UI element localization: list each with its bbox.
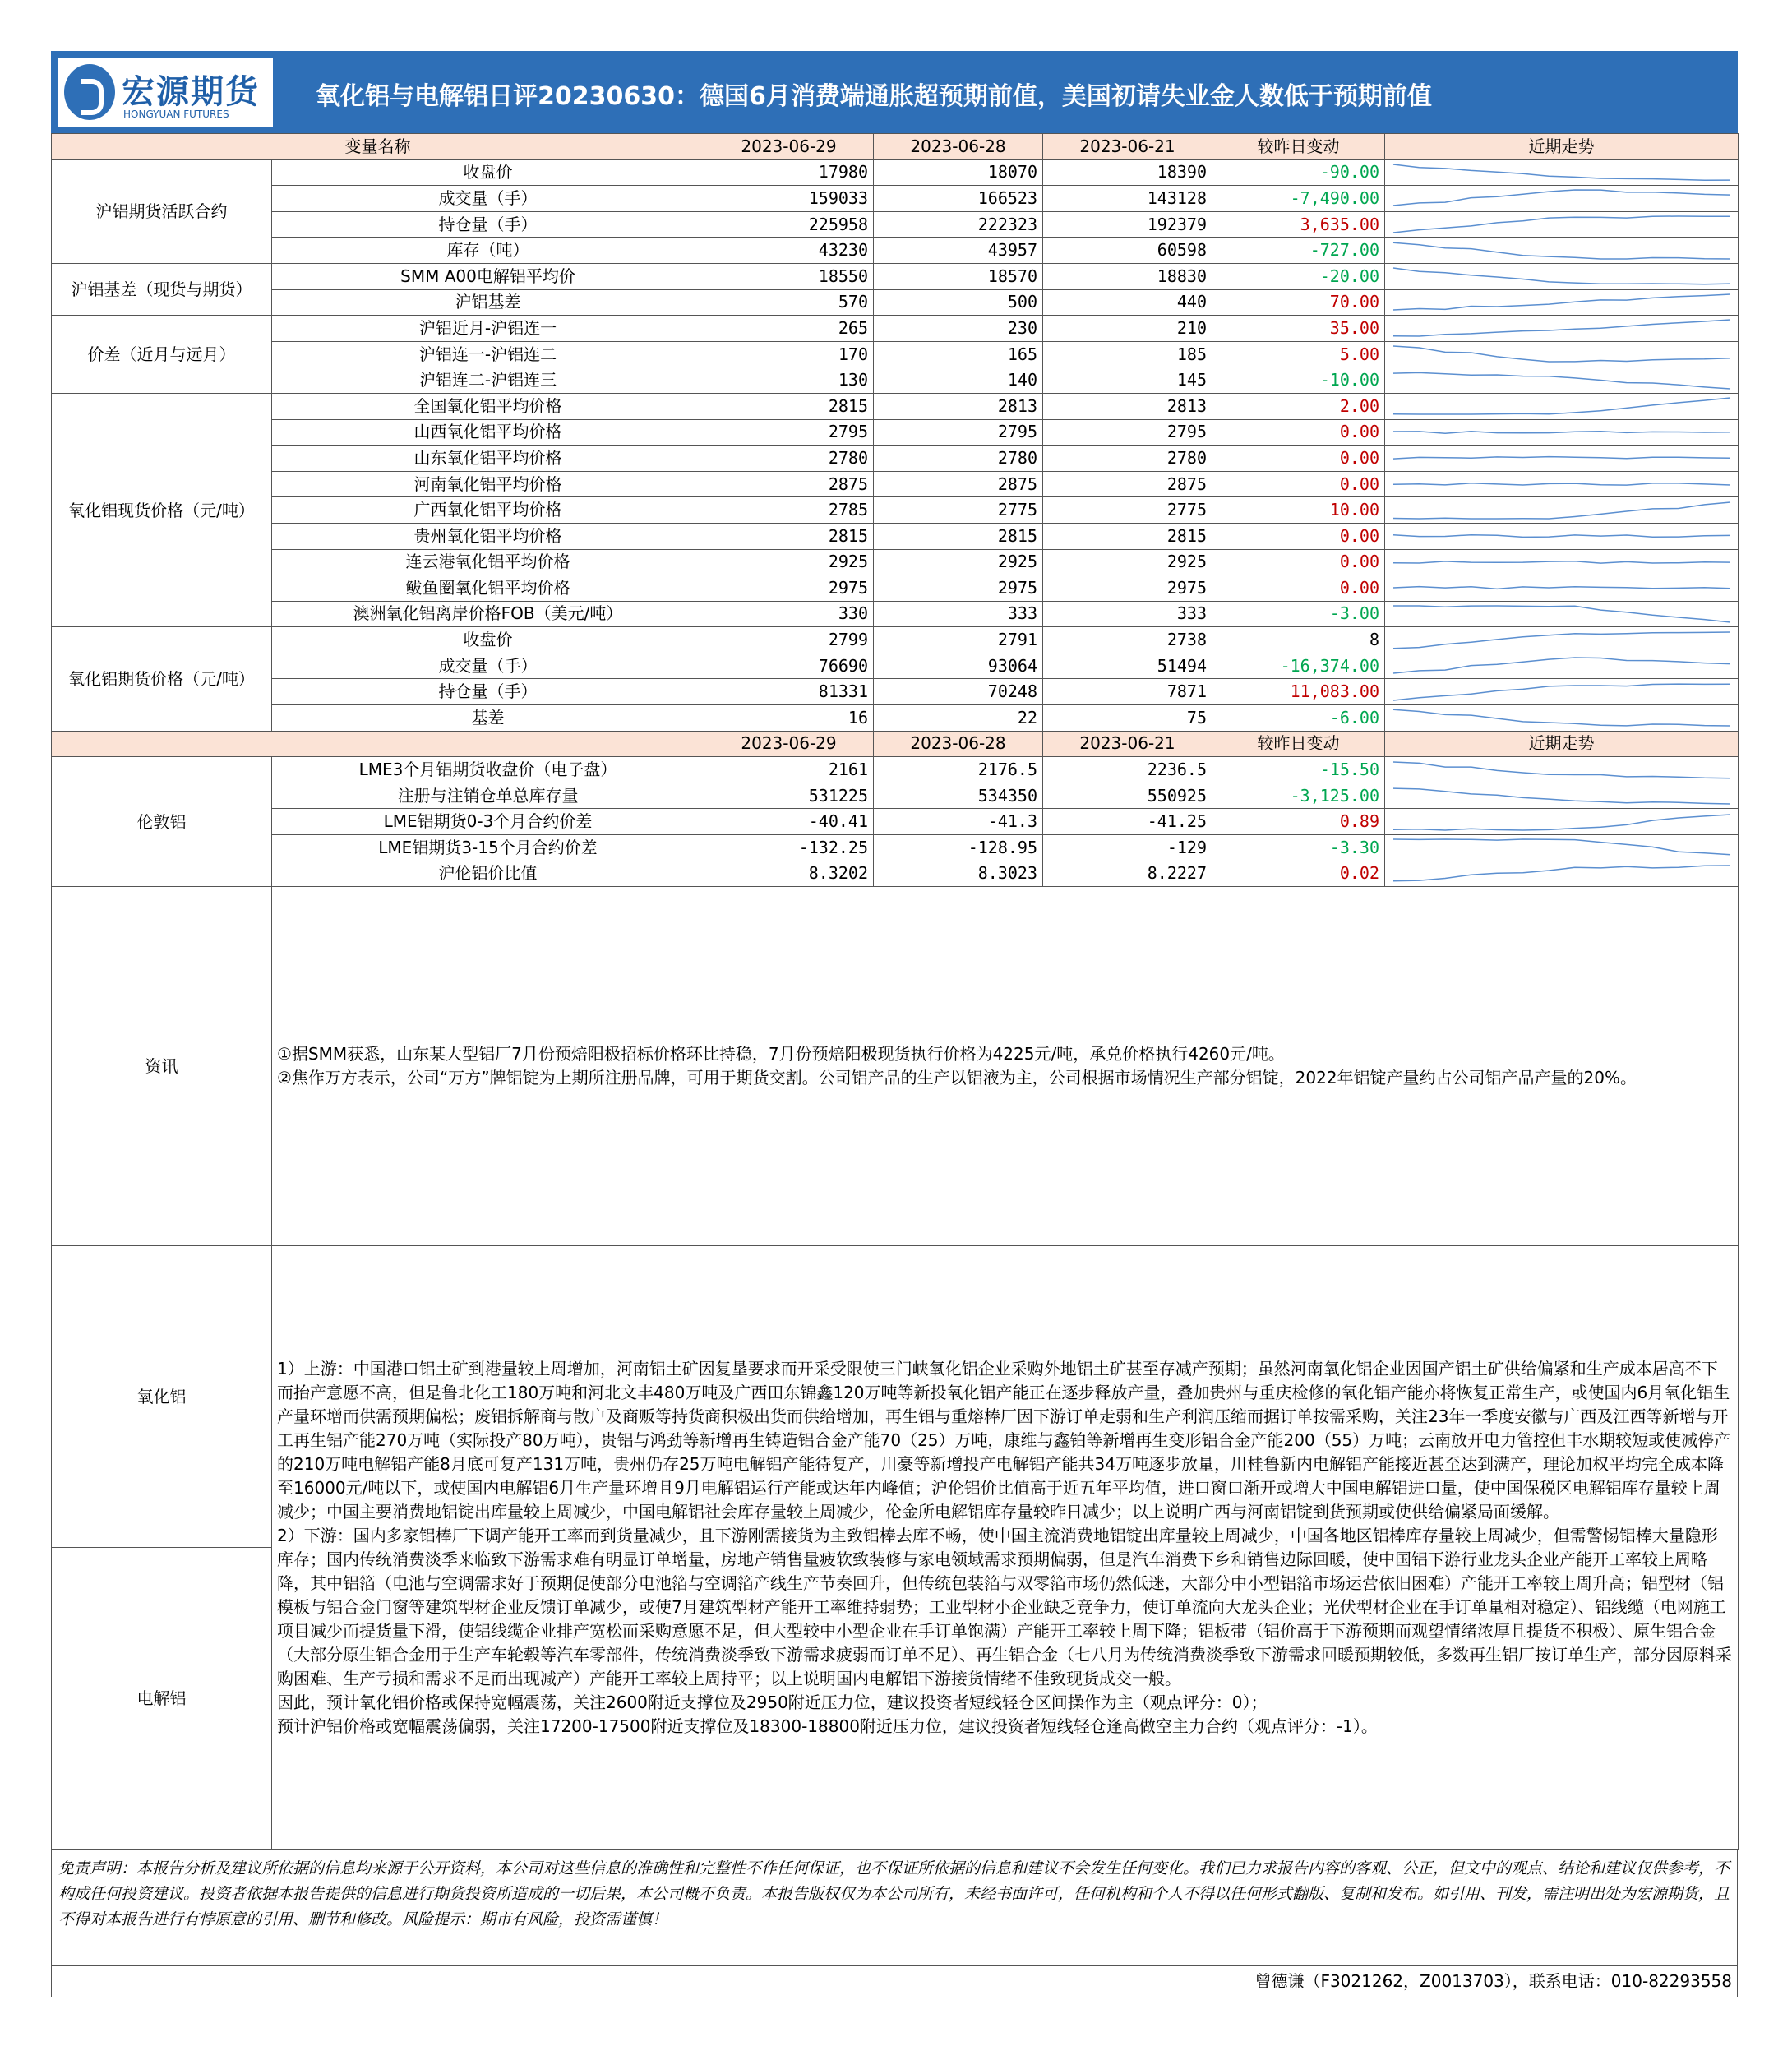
daily-change: 8: [1212, 627, 1385, 653]
value-v2: 43957: [874, 238, 1043, 264]
group-label: 价差（近月与远月）: [52, 316, 272, 394]
value-v2: 18070: [874, 159, 1043, 186]
value-v1: 2815: [704, 393, 874, 419]
value-v1: 2925: [704, 549, 874, 575]
logo-mark-icon: [64, 64, 115, 120]
variable-name: SMM A00电解铝平均价: [272, 263, 704, 289]
value-v1: 570: [704, 289, 874, 316]
trend-sparkline: [1385, 861, 1739, 887]
value-v2: 165: [874, 341, 1043, 367]
table-row: [52, 809, 1739, 835]
value-v2: 2975: [874, 575, 1043, 602]
sparkline-line: [1393, 788, 1730, 804]
disclaimer: 免责声明：本报告分析及建议所依据的信息均来源于公开资料，本公司对这些信息的准确性和完整性不作任何保证，也不保证所依据的信息和建议不会发生任何变化。我们已力求报告内容的客观、公正，但文中的观点、结论和建议仅供参考，不构成任何投资建议。投资者依据本报告提供的信息进行期货投资所造成的一切后果，本公司概不负责。本报告版权仅为本公司所有，未经书面许可，任何机构和个人不得以任何形式翻版、复制和发布。如引用、刊发，需注明出处为宏源期货，且不得对本报告进行有悖原意的引用、删节和修改。风险提示：期市有风险，投资需谨慎！: [51, 1850, 1738, 1966]
daily-change: -3.30: [1212, 835, 1385, 861]
value-v1: 2795: [704, 419, 874, 446]
value-v2: 18570: [874, 263, 1043, 289]
table-row: [52, 446, 1739, 472]
table-row: [52, 289, 1739, 316]
value-v1: 43230: [704, 238, 874, 264]
trend-sparkline: [1385, 316, 1739, 342]
value-v3: 440: [1043, 289, 1212, 316]
value-v1: -40.41: [704, 809, 874, 835]
trend-sparkline: [1385, 471, 1739, 497]
daily-change: -90.00: [1212, 159, 1385, 186]
value-v2: 230: [874, 316, 1043, 342]
variable-name: LME3个月铝期货收盘价（电子盘）: [272, 757, 704, 783]
value-v3: 7871: [1043, 679, 1212, 705]
daily-change: -7,490.00: [1212, 186, 1385, 212]
variable-name: 沪铝连一-沪铝连二: [272, 341, 704, 367]
sparkline-chart: [1390, 708, 1734, 727]
sparkline-chart: [1390, 293, 1734, 312]
sparkline-chart: [1390, 188, 1734, 208]
analysis-text: 1）上游：中国港口铝土矿到港量较上周增加，河南铝土矿因复垦要求而开采受限使三门峡氧化铝企业采购外地铝土矿甚至存减产预期；虽然河南氧化铝企业因国产铝土矿供给偏紧和生产成本居高不下而抬产意愿不高，但是鲁北化工180万吨和河北文丰480万吨及广西田东锦鑫120万吨等新投氧化铝产能正在逐步释放产量，叠加贵州与重庆检修的氧化铝产能亦将恢复正常生产，或使国内6月氧化铝生产量环增而供需预期偏松；废铝拆解商与散户及商贩等持货商积极出货而供给增加，再生铝与重熔棒厂因下游订单走弱和生产利润压缩而据订单按需采购，关注23年一季度安徽与广西及江西等新增与开工再生铝产能270万吨（实际投产80万吨），贵铝与鸿劲等新增再生铸造铝合金产能70（25）万吨，康维与鑫铂等新增再生变形铝合金产能200（55）万吨；云南放开电力管控但丰水期较短或使减停产的210万吨电解铝产能8月底可复产131万吨，贵州仍存25万吨电解铝产能待复产，川豪等新增投产电解铝产能共34万吨逐步放量，川桂鲁新内电解铝产能接近甚至达到满产，理论加权平均完全成本降至16000元/吨以下，或使国内电解铝6月生产量环增且9月电解铝运行产能或达年内峰值；沪伦铝价比值高于近五年平均值，进口窗口渐开或增大中国电解铝进口量，使中国保税区电解铝库存量较上周减少；中国主要消费地铝锭出库量较上周减少，中国电解铝社会库存量较上周减少，伦金所电解铝库存量较昨日减少；以上说明广西与河南铝锭到货预期或使供给偏紧局面缓解。 2）下游：国内多家铝棒厂下调产能开工率而到货量减少，且下游刚需接货为主致铝棒去库不畅，使中国主流消费地铝锭出库量较上周减少，中国各地区铝棒库存量较上周减少，但需警惕铝棒大量隐形库存；国内传统消费淡季来临致下游需求难有明显订单增量，房地产销售量疲软致装修与家电领域需求预期偏弱，但是汽车消费下乡和销售边际回暖，使中国铝下游行业龙头企业产能开工率较上周略降，其中铝箔（电池与空调需求好于预期促使部分电池箔与空调箔产线生产节奏回升，但传统包装箔与双零箔市场仍然低迷，大部分中小型铝箔市场运营依旧困难）产能开工率较上周升高；铝型材（铝模板与铝合金门窗等建筑型材企业反馈订单减少，或使7月建筑型材产能开工率维持弱势；工业型材小企业缺乏竞争力，使订单流向大龙头企业；光伏型材企业在手订单量相对稳定）、铝线缆（电网施工项目减少而提货量下滑，使铝线缆企业排产宽松而采购意愿不足，但大型较中小型企业在手订单饱满）产能开工率较上周下降；铝板带（铝价高于下游预期而观望情绪浓厚且提货不积极）、原生铝合金（大部分原生铝合金用于生产车轮毂等汽车零部件，传统消费淡季致下游需求疲弱而订单不足）、再生铝合金（七八月为传统消费淡季致下游需求回暖预期较低，多数再生铝厂按订单生产，部分因原料采购困难、生产亏损和需求不足而出现减产）产能开工率较上周持平；以上说明国内电解铝下游接货情绪不佳致现货成交一般。 因此，预计氧化铝价格或保持宽幅震荡，关注2600附近支撑位及2950附近压力位，建议投资者短线轻仓区间操作为主（观点评分：0）； 预计沪铝价格或宽幅震荡偏弱，关注17200-17500附近支撑位及18300-18800附近压力位，建议投资者短线轻仓逢高做空主力合约（观点评分：-1）。: [272, 1246, 1739, 1850]
value-v1: 330: [704, 601, 874, 627]
company-logo: [58, 58, 273, 127]
sparkline-chart: [1390, 604, 1734, 624]
daily-change: 0.00: [1212, 471, 1385, 497]
trend-sparkline: [1385, 809, 1739, 835]
value-v3: 51494: [1043, 653, 1212, 679]
sparkline-line: [1393, 535, 1730, 538]
trend-sparkline: [1385, 757, 1739, 783]
variable-name: 澳洲氧化铝离岸价格FOB（美元/吨）: [272, 601, 704, 627]
value-v1: 2875: [704, 471, 874, 497]
trend-sparkline: [1385, 601, 1739, 627]
trend-sparkline: [1385, 341, 1739, 367]
daily-change: 35.00: [1212, 316, 1385, 342]
sparkline-line: [1393, 320, 1730, 336]
header-trend-col: 近期走势: [1385, 731, 1739, 757]
sparkline-chart: [1390, 578, 1734, 598]
trend-sparkline: [1385, 653, 1739, 679]
logo-text-en: HONGYUAN FUTURES: [123, 109, 229, 120]
value-v2: 22: [874, 705, 1043, 732]
group-label: 氧化铝现货价格（元/吨）: [52, 393, 272, 626]
value-v2: 333: [874, 601, 1043, 627]
value-v1: 17980: [704, 159, 874, 186]
daily-change: -6.00: [1212, 705, 1385, 732]
table-row: [52, 367, 1739, 394]
daily-change: 70.00: [1212, 289, 1385, 316]
value-v1: 81331: [704, 679, 874, 705]
daily-change: -727.00: [1212, 238, 1385, 264]
sparkline-line: [1393, 242, 1730, 259]
value-v3: 2795: [1043, 419, 1212, 446]
table-row: [52, 419, 1739, 446]
sparkline-line: [1393, 502, 1730, 519]
sparkline-line: [1393, 632, 1730, 649]
sparkline-line: [1393, 346, 1730, 362]
value-v3: 145: [1043, 367, 1212, 394]
sparkline-line: [1393, 684, 1730, 700]
value-v2: 222323: [874, 211, 1043, 238]
header-date-0: 2023-06-29: [704, 134, 874, 160]
trend-sparkline: [1385, 497, 1739, 524]
value-v3: -129: [1043, 835, 1212, 861]
table-header-row: [52, 134, 1739, 160]
value-v2: 2925: [874, 549, 1043, 575]
trend-sparkline: [1385, 446, 1739, 472]
news-row: [52, 887, 1739, 1246]
value-v2: 2780: [874, 446, 1043, 472]
value-v3: -41.25: [1043, 809, 1212, 835]
sparkline-line: [1393, 658, 1730, 673]
value-v1: -132.25: [704, 835, 874, 861]
trend-sparkline: [1385, 238, 1739, 264]
value-v2: 2176.5: [874, 757, 1043, 783]
variable-name: 全国氧化铝平均价格: [272, 393, 704, 419]
daily-change: 5.00: [1212, 341, 1385, 367]
table-row: [52, 627, 1739, 653]
trend-sparkline: [1385, 289, 1739, 316]
daily-change: 0.00: [1212, 523, 1385, 549]
value-v3: 2236.5: [1043, 757, 1212, 783]
value-v1: 2815: [704, 523, 874, 549]
sparkline-chart: [1390, 526, 1734, 546]
value-v2: 70248: [874, 679, 1043, 705]
sparkline-chart: [1390, 474, 1734, 494]
table-row: [52, 861, 1739, 887]
daily-change: 0.00: [1212, 446, 1385, 472]
value-v1: 2785: [704, 497, 874, 524]
value-v1: 130: [704, 367, 874, 394]
value-v3: 192379: [1043, 211, 1212, 238]
value-v1: 8.3202: [704, 861, 874, 887]
trend-sparkline: [1385, 159, 1739, 186]
value-v2: 534350: [874, 783, 1043, 809]
sparkline-line: [1393, 294, 1730, 310]
value-v1: 159033: [704, 186, 874, 212]
sparkline-chart: [1390, 812, 1734, 832]
group-label: 沪铝期货活跃合约: [52, 159, 272, 263]
sparkline-chart: [1390, 163, 1734, 182]
variable-name: 沪伦铝价比值: [272, 861, 704, 887]
report-header: [51, 51, 1738, 133]
header-date-0: 2023-06-29: [704, 731, 874, 757]
table-row: [52, 393, 1739, 419]
value-v3: 18830: [1043, 263, 1212, 289]
variable-name: LME铝期货0-3个月合约价差: [272, 809, 704, 835]
table-row: [52, 601, 1739, 627]
daily-change: 0.00: [1212, 549, 1385, 575]
value-v2: -128.95: [874, 835, 1043, 861]
daily-change: -16,374.00: [1212, 653, 1385, 679]
value-v3: 2738: [1043, 627, 1212, 653]
value-v3: 2780: [1043, 446, 1212, 472]
daily-change: -3.00: [1212, 601, 1385, 627]
value-v1: 170: [704, 341, 874, 367]
table-row: [52, 783, 1739, 809]
variable-name: 持仓量（手）: [272, 679, 704, 705]
daily-change: 0.89: [1212, 809, 1385, 835]
sparkline-line: [1393, 561, 1730, 563]
header-date-1: 2023-06-28: [874, 731, 1043, 757]
table-row: [52, 211, 1739, 238]
sparkline-chart: [1390, 838, 1734, 857]
sparkline-line: [1393, 164, 1730, 180]
sparkline-line: [1393, 398, 1730, 414]
trend-sparkline: [1385, 393, 1739, 419]
header-change-col: 较昨日变动: [1212, 731, 1385, 757]
daily-change: 0.02: [1212, 861, 1385, 887]
table-row: [52, 653, 1739, 679]
news-text: ①据SMM获悉，山东某大型铝厂7月份预焙阳极招标价格环比持稳，7月份预焙阳极现货执行价格为4225元/吨，承兑价格执行4260元/吨。 ②焦作万方表示，公司“万方”牌铝锭为上期所注册品牌，可用于期货交割。公司铝产品的生产以铝液为主，公司根据市场情况生产部分铝锭，2022年铝锭产量约占公司铝产品产量的20%。: [272, 887, 1739, 1246]
sparkline-line: [1393, 190, 1730, 206]
header-change-col: 较昨日变动: [1212, 134, 1385, 160]
sparkline-chart: [1390, 266, 1734, 286]
sparkline-chart: [1390, 656, 1734, 676]
value-v2: 2795: [874, 419, 1043, 446]
daily-change: 0.00: [1212, 419, 1385, 446]
variable-name: 广西氧化铝平均价格: [272, 497, 704, 524]
header-date-2: 2023-06-21: [1043, 134, 1212, 160]
header-date-1: 2023-06-28: [874, 134, 1043, 160]
value-v2: 8.3023: [874, 861, 1043, 887]
sparkline-line: [1393, 268, 1730, 284]
value-v1: 265: [704, 316, 874, 342]
value-v2: 93064: [874, 653, 1043, 679]
variable-name: 沪铝近月-沪铝连一: [272, 316, 704, 342]
value-v3: 550925: [1043, 783, 1212, 809]
sparkline-chart: [1390, 215, 1734, 234]
value-v3: 60598: [1043, 238, 1212, 264]
value-v3: 2813: [1043, 393, 1212, 419]
table-row: [52, 497, 1739, 524]
value-v3: 2975: [1043, 575, 1212, 602]
report-title: 氧化铝与电解铝日评20230630：德国6月消费端通胀超预期前值，美国初请失业金人数低于预期前值: [316, 82, 1432, 111]
variable-name: 沪铝基差: [272, 289, 704, 316]
trend-sparkline: [1385, 367, 1739, 394]
table-row: [52, 679, 1739, 705]
group-label: 氧化铝期货价格（元/吨）: [52, 627, 272, 731]
sparkline-line: [1393, 432, 1730, 434]
sparkline-line: [1393, 216, 1730, 233]
table-row: [52, 705, 1739, 732]
variable-name: 基差: [272, 705, 704, 732]
value-v3: 333: [1043, 601, 1212, 627]
variable-name: 注册与注销仓单总库存量: [272, 783, 704, 809]
analysis-row: [52, 1246, 1739, 1548]
sparkline-chart: [1390, 630, 1734, 650]
value-v3: 2815: [1043, 523, 1212, 549]
table-row: [52, 757, 1739, 783]
table-row: [52, 341, 1739, 367]
alumina-label: 氧化铝: [52, 1246, 272, 1548]
value-v3: 2925: [1043, 549, 1212, 575]
aluminum-label: 电解铝: [52, 1548, 272, 1850]
value-v1: 16: [704, 705, 874, 732]
variable-name: 山东氧化铝平均价格: [272, 446, 704, 472]
value-v2: 2775: [874, 497, 1043, 524]
sparkline-line: [1393, 866, 1730, 881]
variable-name: 成交量（手）: [272, 186, 704, 212]
variable-name: 鲅鱼圈氧化铝平均价格: [272, 575, 704, 602]
daily-change: -3,125.00: [1212, 783, 1385, 809]
header-date-2: 2023-06-21: [1043, 731, 1212, 757]
sparkline-line: [1393, 457, 1730, 460]
value-v3: 75: [1043, 705, 1212, 732]
header-trend-col: 近期走势: [1385, 134, 1739, 160]
value-v1: 76690: [704, 653, 874, 679]
value-v3: 143128: [1043, 186, 1212, 212]
value-v3: 185: [1043, 341, 1212, 367]
logo-text-cn: 宏源期货: [122, 73, 260, 111]
daily-change: -10.00: [1212, 367, 1385, 394]
sparkline-line: [1393, 587, 1730, 589]
trend-sparkline: [1385, 835, 1739, 861]
sparkline-chart: [1390, 760, 1734, 780]
table-row: [52, 316, 1739, 342]
group-label: 沪铝基差（现货与期货）: [52, 263, 272, 315]
value-v3: 18390: [1043, 159, 1212, 186]
variable-name: 山西氧化铝平均价格: [272, 419, 704, 446]
value-v2: 2813: [874, 393, 1043, 419]
sparkline-line: [1393, 372, 1730, 389]
table-row: [52, 575, 1739, 602]
daily-change: 10.00: [1212, 497, 1385, 524]
value-v2: 140: [874, 367, 1043, 394]
variable-name: LME铝期货3-15个月合约价差: [272, 835, 704, 861]
table-row: [52, 238, 1739, 264]
sparkline-chart: [1390, 344, 1734, 364]
value-v3: 8.2227: [1043, 861, 1212, 887]
trend-sparkline: [1385, 575, 1739, 602]
variable-name: 河南氧化铝平均价格: [272, 471, 704, 497]
sparkline-line: [1393, 815, 1730, 830]
indicator-table: [51, 133, 1739, 1850]
trend-sparkline: [1385, 783, 1739, 809]
daily-change: 0.00: [1212, 575, 1385, 602]
sparkline-line: [1393, 710, 1730, 727]
variable-name: 持仓量（手）: [272, 211, 704, 238]
value-v1: 225958: [704, 211, 874, 238]
value-v2: 2815: [874, 523, 1043, 549]
table-row: [52, 549, 1739, 575]
analyst-signature: 曾德谦（F3021262，Z0013703），联系电话：010-82293558: [51, 1966, 1738, 1997]
trend-sparkline: [1385, 523, 1739, 549]
variable-name: 收盘价: [272, 627, 704, 653]
variable-name: 连云港氧化铝平均价格: [272, 549, 704, 575]
daily-change: 3,635.00: [1212, 211, 1385, 238]
daily-change: 2.00: [1212, 393, 1385, 419]
trend-sparkline: [1385, 419, 1739, 446]
sparkline-line: [1393, 606, 1730, 622]
value-v2: 2875: [874, 471, 1043, 497]
value-v1: 18550: [704, 263, 874, 289]
value-v1: 2161: [704, 757, 874, 783]
header-name-col: 变量名称: [52, 134, 704, 160]
report-footer: [51, 1850, 1738, 1997]
sparkline-chart: [1390, 241, 1734, 261]
sparkline-chart: [1390, 552, 1734, 572]
value-v3: 2875: [1043, 471, 1212, 497]
variable-name: 贵州氧化铝平均价格: [272, 523, 704, 549]
table-row: [52, 159, 1739, 186]
table-row: [52, 263, 1739, 289]
table-header-row: [52, 731, 1739, 757]
table-row: [52, 835, 1739, 861]
value-v3: 210: [1043, 316, 1212, 342]
report-page: [51, 51, 1738, 1850]
header-name-col: [52, 731, 704, 757]
daily-change: -20.00: [1212, 263, 1385, 289]
table-row: [52, 523, 1739, 549]
value-v2: 2791: [874, 627, 1043, 653]
variable-name: 成交量（手）: [272, 653, 704, 679]
sparkline-chart: [1390, 396, 1734, 416]
news-label: 资讯: [52, 887, 272, 1246]
variable-name: 库存（吨）: [272, 238, 704, 264]
value-v2: 500: [874, 289, 1043, 316]
variable-name: 收盘价: [272, 159, 704, 186]
table-row: [52, 186, 1739, 212]
trend-sparkline: [1385, 186, 1739, 212]
trend-sparkline: [1385, 549, 1739, 575]
sparkline-chart: [1390, 864, 1734, 884]
group-label: 伦敦铝: [52, 757, 272, 887]
value-v1: 2780: [704, 446, 874, 472]
sparkline-chart: [1390, 318, 1734, 338]
value-v1: 531225: [704, 783, 874, 809]
value-v2: 166523: [874, 186, 1043, 212]
sparkline-chart: [1390, 448, 1734, 468]
value-v2: -41.3: [874, 809, 1043, 835]
sparkline-line: [1393, 839, 1730, 855]
sparkline-chart: [1390, 423, 1734, 442]
sparkline-chart: [1390, 786, 1734, 806]
sparkline-chart: [1390, 371, 1734, 390]
value-v3: 2775: [1043, 497, 1212, 524]
trend-sparkline: [1385, 679, 1739, 705]
trend-sparkline: [1385, 627, 1739, 653]
trend-sparkline: [1385, 705, 1739, 732]
value-v1: 2975: [704, 575, 874, 602]
sparkline-chart: [1390, 682, 1734, 702]
sparkline-line: [1393, 762, 1730, 778]
trend-sparkline: [1385, 211, 1739, 238]
sparkline-chart: [1390, 501, 1734, 520]
variable-name: 沪铝连二-沪铝连三: [272, 367, 704, 394]
trend-sparkline: [1385, 263, 1739, 289]
table-row: [52, 471, 1739, 497]
daily-change: 11,083.00: [1212, 679, 1385, 705]
daily-change: -15.50: [1212, 757, 1385, 783]
value-v1: 2799: [704, 627, 874, 653]
sparkline-line: [1393, 483, 1730, 485]
